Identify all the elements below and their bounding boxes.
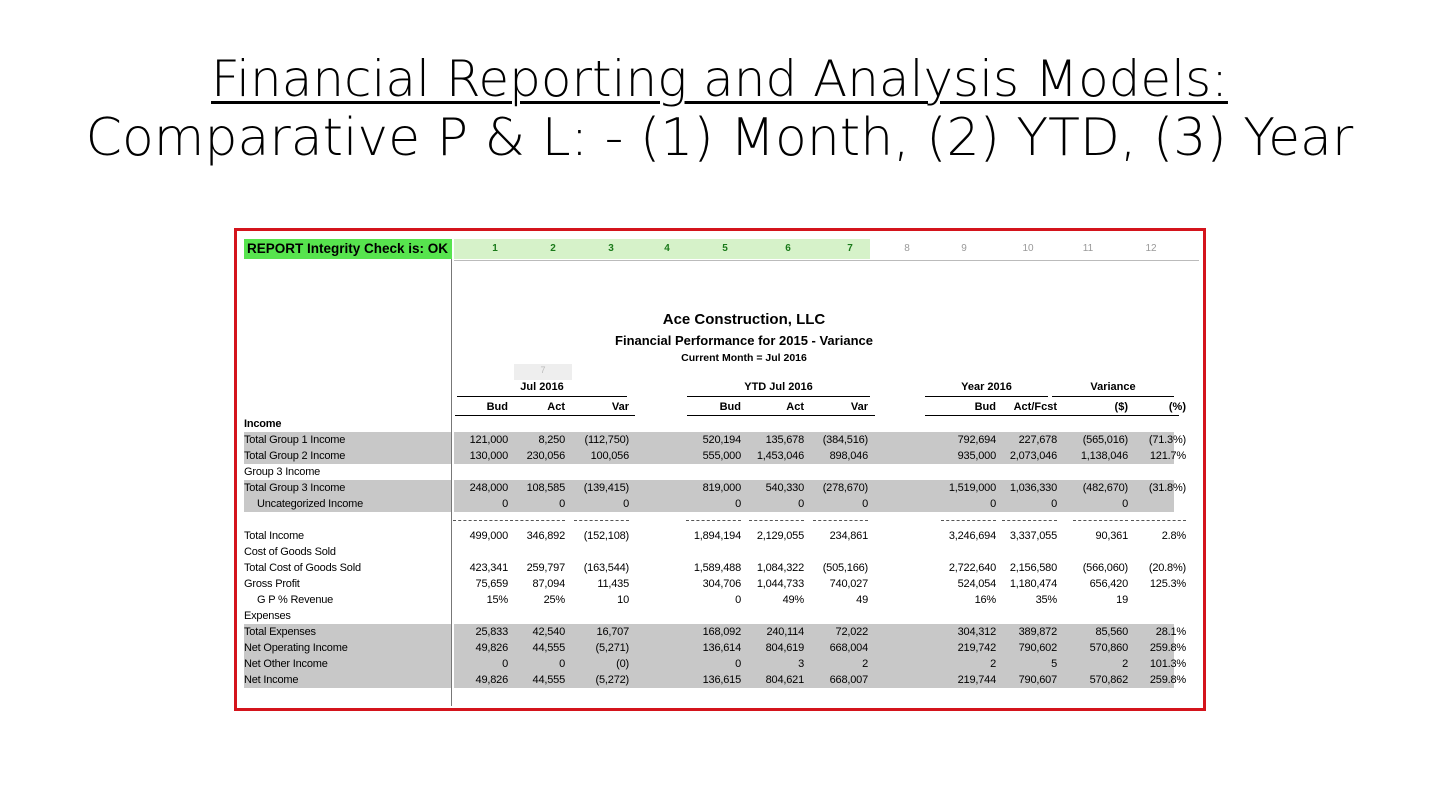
- value-cell: 1,036,330: [1009, 482, 1057, 494]
- value-cell: 668,007: [829, 674, 868, 686]
- column-header: Var: [611, 401, 629, 413]
- value-cell: 87,094: [532, 578, 565, 590]
- value-cell: 49%: [782, 594, 804, 606]
- value-cell: 259.8%: [1149, 642, 1186, 654]
- value-cell: 75,659: [475, 578, 508, 590]
- slide-subtitle: Comparative P & L: - (1) Month, (2) YTD, (3) Year: [85, 108, 1354, 168]
- report-subtitle: Financial Performance for 2015 - Variance: [615, 333, 873, 348]
- value-cell: 230,056: [526, 450, 565, 462]
- column-header: ($): [1114, 401, 1128, 413]
- subtotal-separator: [453, 520, 508, 523]
- row-label: Gross Profit: [244, 578, 300, 590]
- column-number: 11: [1082, 243, 1094, 254]
- subtotal-separator: [749, 520, 804, 523]
- value-cell: 121,000: [469, 434, 508, 446]
- subtotal-separator: [686, 520, 741, 523]
- value-cell: 28.1%: [1155, 626, 1186, 638]
- row-label: Total Group 2 Income: [244, 450, 346, 462]
- column-header-underline: [925, 415, 1179, 416]
- group-underline: [1052, 396, 1174, 397]
- row-label: Total Expenses: [244, 626, 316, 638]
- column-number: 8: [904, 243, 910, 254]
- value-cell: 2,073,046: [1009, 450, 1057, 462]
- value-cell: 125.3%: [1149, 578, 1186, 590]
- value-cell: 248,000: [469, 482, 508, 494]
- value-cell: 0: [798, 498, 804, 510]
- subtotal-separator: [1002, 520, 1057, 523]
- value-cell: 898,046: [829, 450, 868, 462]
- value-cell: 1,453,046: [756, 450, 804, 462]
- value-cell: 524,054: [957, 578, 996, 590]
- value-cell: 520,194: [702, 434, 741, 446]
- column-number: 10: [1022, 243, 1034, 254]
- value-cell: 2.8%: [1161, 530, 1186, 542]
- column-number: 5: [722, 243, 728, 254]
- value-cell: 16,707: [596, 626, 629, 638]
- value-cell: 0: [1122, 498, 1128, 510]
- value-cell: 1,044,733: [756, 578, 804, 590]
- value-cell: 0: [735, 594, 741, 606]
- value-cell: 304,312: [957, 626, 996, 638]
- integrity-check-cell[interactable]: REPORT Integrity Check is: OK: [244, 239, 452, 259]
- value-cell: 130,000: [469, 450, 508, 462]
- value-cell: 740,027: [829, 578, 868, 590]
- value-cell: 219,742: [957, 642, 996, 654]
- group-header: Variance: [1090, 381, 1136, 393]
- column-header: Act/Fcst: [1013, 401, 1057, 413]
- header-divider: [454, 260, 1199, 261]
- value-cell: 135,678: [765, 434, 804, 446]
- column-header: Act: [547, 401, 565, 413]
- value-cell: 2,156,580: [1009, 562, 1057, 574]
- value-cell: 10: [617, 594, 629, 606]
- value-cell: 219,744: [957, 674, 996, 686]
- value-cell: 1,180,474: [1009, 578, 1057, 590]
- value-cell: (20.8%): [1148, 562, 1186, 574]
- row-label: Net Operating Income: [244, 642, 348, 654]
- value-cell: 25,833: [475, 626, 508, 638]
- value-cell: 25%: [543, 594, 565, 606]
- column-number: 2: [550, 243, 556, 254]
- value-cell: 227,678: [1018, 434, 1057, 446]
- column-header-underline: [687, 415, 875, 416]
- subtotal-separator: [813, 520, 868, 523]
- value-cell: 90,361: [1095, 530, 1128, 542]
- row-label: Cost of Goods Sold: [244, 546, 336, 558]
- subtotal-separator: [941, 520, 996, 523]
- value-cell: 0: [502, 658, 508, 670]
- value-cell: 790,602: [1018, 642, 1057, 654]
- value-cell: 570,860: [1089, 642, 1128, 654]
- value-cell: (384,516): [822, 434, 868, 446]
- value-cell: 668,004: [829, 642, 868, 654]
- value-cell: 304,706: [702, 578, 741, 590]
- value-cell: 42,540: [532, 626, 565, 638]
- value-cell: 1,894,194: [693, 530, 741, 542]
- group-underline: [687, 396, 870, 397]
- value-cell: 121.7%: [1149, 450, 1186, 462]
- value-cell: 819,000: [702, 482, 741, 494]
- row-label: Total Income: [244, 530, 304, 542]
- value-cell: 49,826: [475, 642, 508, 654]
- value-cell: 2: [990, 658, 996, 670]
- value-cell: 2,722,640: [948, 562, 996, 574]
- spreadsheet: [237, 231, 1203, 708]
- value-cell: 1,519,000: [948, 482, 996, 494]
- column-number: 4: [664, 243, 670, 254]
- row-label: Group 3 Income: [244, 466, 321, 478]
- value-cell: (152,108): [583, 530, 629, 542]
- value-cell: 11,435: [597, 578, 629, 590]
- value-cell: 136,615: [702, 674, 741, 686]
- value-cell: 3,246,694: [948, 530, 996, 542]
- value-cell: 8,250: [538, 434, 565, 446]
- value-cell: 259.8%: [1149, 674, 1186, 686]
- row-label: Total Cost of Goods Sold: [244, 562, 361, 574]
- value-cell: 804,619: [765, 642, 804, 654]
- value-cell: (482,670): [1082, 482, 1128, 494]
- value-cell: 346,892: [526, 530, 565, 542]
- column-header: Bud: [486, 401, 508, 413]
- column-header: Act: [786, 401, 804, 413]
- value-cell: 570,862: [1089, 674, 1128, 686]
- value-cell: (278,670): [822, 482, 868, 494]
- value-cell: 35%: [1035, 594, 1057, 606]
- value-cell: 108,585: [526, 482, 565, 494]
- value-cell: 5: [1051, 658, 1057, 670]
- value-cell: 540,330: [765, 482, 804, 494]
- row-label: G P % Revenue: [257, 594, 334, 606]
- value-cell: (71.3%): [1148, 434, 1186, 446]
- value-cell: 555,000: [702, 450, 741, 462]
- value-cell: 0: [559, 498, 565, 510]
- subtotal-separator: [1131, 520, 1186, 523]
- group-underline: [457, 396, 627, 397]
- value-cell: 0: [502, 498, 508, 510]
- subtotal-separator: [1073, 520, 1128, 523]
- value-cell: 790,607: [1018, 674, 1057, 686]
- current-month: Current Month = Jul 2016: [681, 352, 807, 364]
- value-cell: 0: [735, 658, 741, 670]
- report-frame: [234, 228, 1206, 711]
- column-number: 12: [1145, 243, 1157, 254]
- company-name: Ace Construction, LLC: [662, 311, 826, 328]
- group-underline: [925, 396, 1048, 397]
- value-cell: 136,614: [702, 642, 741, 654]
- value-cell: 15%: [486, 594, 508, 606]
- row-label: Total Group 3 Income: [244, 482, 346, 494]
- value-cell: 423,341: [469, 562, 508, 574]
- value-cell: 49: [856, 594, 868, 606]
- value-cell: 168,092: [702, 626, 741, 638]
- value-cell: 3: [798, 658, 804, 670]
- value-cell: 0: [559, 658, 565, 670]
- value-cell: 389,872: [1018, 626, 1057, 638]
- value-cell: 0: [990, 498, 996, 510]
- value-cell: 2,129,055: [756, 530, 804, 542]
- column-header: Var: [850, 401, 868, 413]
- row-label: Uncategorized Income: [257, 498, 364, 510]
- value-cell: 85,560: [1095, 626, 1128, 638]
- value-cell: 16%: [974, 594, 996, 606]
- value-cell: 804,621: [765, 674, 804, 686]
- value-cell: 100,056: [590, 450, 629, 462]
- value-cell: 1,589,488: [693, 562, 741, 574]
- value-cell: 101.3%: [1149, 658, 1186, 670]
- value-cell: 72,022: [835, 626, 868, 638]
- column-header-underline: [455, 415, 635, 416]
- value-cell: 0: [1051, 498, 1057, 510]
- value-cell: 3,337,055: [1009, 530, 1057, 542]
- value-cell: 44,555: [532, 674, 565, 686]
- column-header: Bud: [974, 401, 996, 413]
- value-cell: (5,272): [595, 674, 629, 686]
- subtotal-separator: [574, 520, 629, 523]
- row-label: Total Group 1 Income: [244, 434, 346, 446]
- column-number: 1: [492, 243, 498, 254]
- value-cell: 656,420: [1089, 578, 1128, 590]
- value-cell: (565,016): [1082, 434, 1128, 446]
- value-cell: 935,000: [957, 450, 996, 462]
- value-cell: (163,544): [583, 562, 629, 574]
- value-cell: 2: [862, 658, 868, 670]
- column-number: 9: [961, 243, 967, 254]
- column-number: 3: [608, 243, 614, 254]
- value-cell: (566,060): [1082, 562, 1128, 574]
- value-cell: 234,861: [829, 530, 868, 542]
- row-label: Expenses: [244, 610, 291, 622]
- column-number: 6: [785, 243, 791, 254]
- row-label: Net Other Income: [244, 658, 328, 670]
- value-cell: (0): [616, 658, 629, 670]
- value-cell: 19: [1116, 594, 1128, 606]
- group-header: YTD Jul 2016: [744, 381, 813, 393]
- value-cell: (112,750): [584, 434, 629, 446]
- value-cell: (139,415): [583, 482, 629, 494]
- subtotal-separator: [510, 520, 565, 523]
- value-cell: (5,271): [595, 642, 629, 654]
- value-cell: 0: [623, 498, 629, 510]
- value-cell: (31.8%): [1148, 482, 1186, 494]
- value-cell: (505,166): [822, 562, 868, 574]
- value-cell: 49,826: [475, 674, 508, 686]
- ghost-cell: 7: [514, 364, 572, 380]
- value-cell: 1,084,322: [756, 562, 804, 574]
- value-cell: 0: [862, 498, 868, 510]
- slide-title: Financial Reporting and Analysis Models:: [211, 50, 1228, 108]
- value-cell: 499,000: [469, 530, 508, 542]
- value-cell: 1,138,046: [1080, 450, 1128, 462]
- value-cell: 792,694: [957, 434, 996, 446]
- column-number: 7: [847, 243, 853, 254]
- value-cell: 259,797: [526, 562, 565, 574]
- group-header: Year 2016: [961, 381, 1012, 393]
- column-header: (%): [1168, 401, 1186, 413]
- column-header: Bud: [719, 401, 741, 413]
- value-cell: 2: [1122, 658, 1128, 670]
- value-cell: 0: [735, 498, 741, 510]
- row-label: Net Income: [244, 674, 299, 686]
- row-label: Income: [244, 418, 282, 430]
- group-header: Jul 2016: [520, 381, 564, 393]
- value-cell: 44,555: [532, 642, 565, 654]
- value-cell: 240,114: [766, 626, 804, 638]
